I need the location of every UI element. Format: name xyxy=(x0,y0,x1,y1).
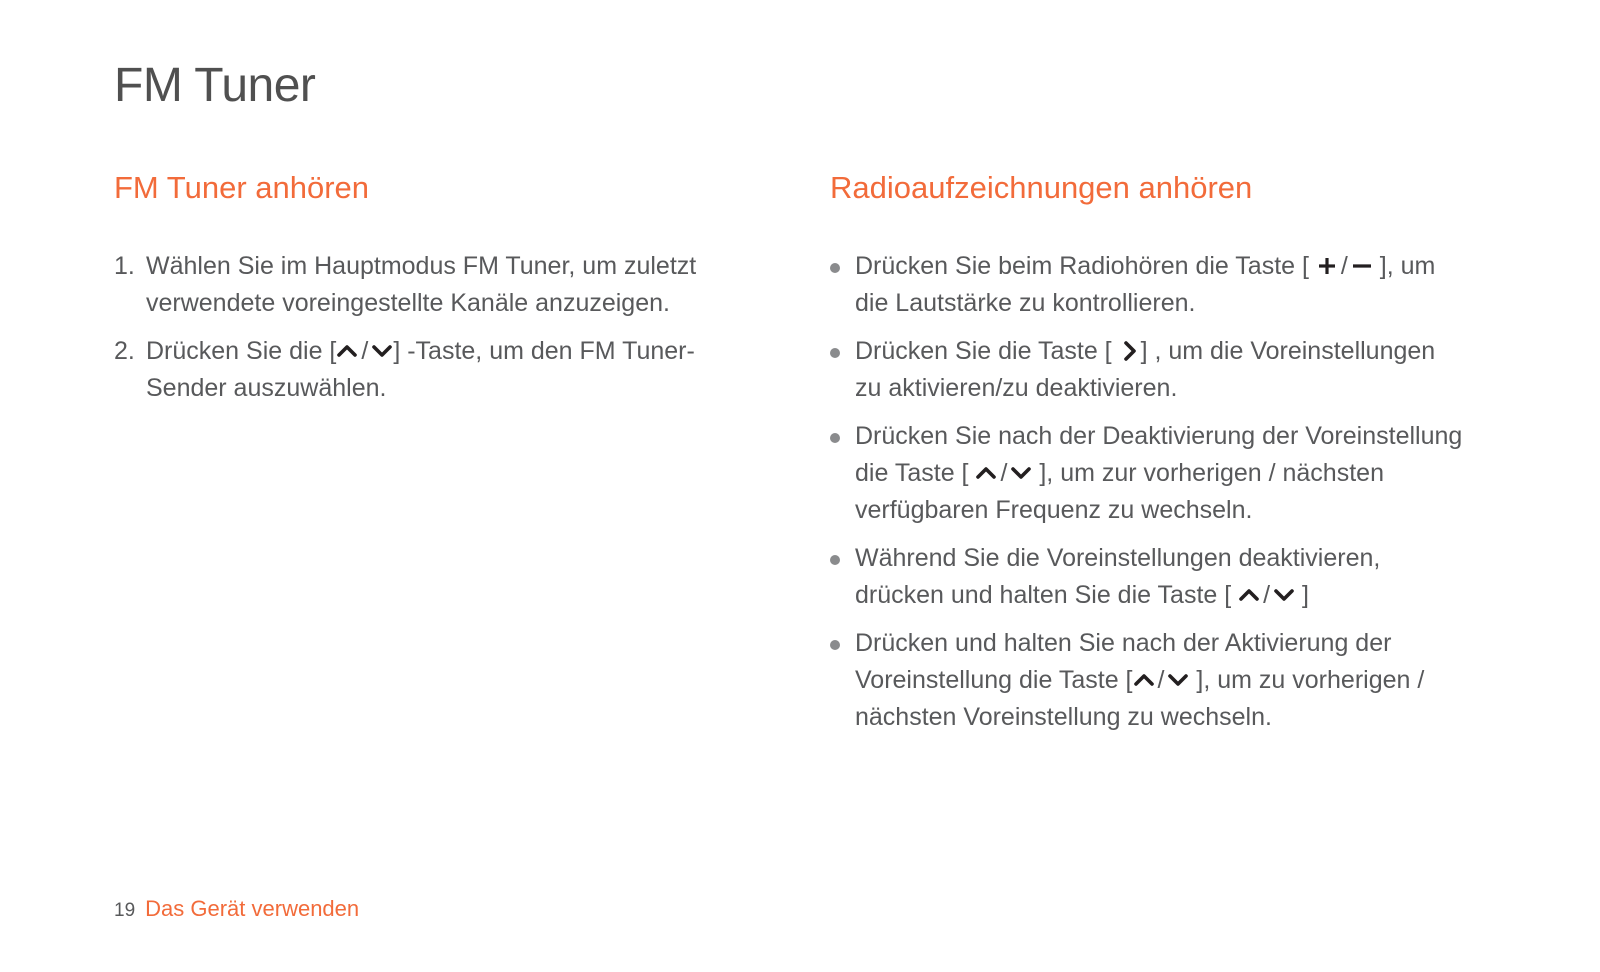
list-item xyxy=(830,333,1510,407)
list-text: ], um zu vorherigen / xyxy=(1189,666,1425,694)
chevron-up-icon xyxy=(975,463,997,483)
slash: / xyxy=(1263,581,1271,609)
list-item xyxy=(830,248,1510,322)
slash: / xyxy=(1000,459,1008,487)
list-text: die Lautstärke zu kontrollieren. xyxy=(855,289,1196,317)
list-item xyxy=(114,248,754,322)
list-text: Drücken Sie nach der Deaktivierung der Voreinstellung xyxy=(855,422,1463,450)
plus-icon xyxy=(1316,256,1338,276)
slash: / xyxy=(361,337,369,365)
chevron-up-icon xyxy=(1133,670,1155,690)
list-text: drücken und halten Sie die Taste [ xyxy=(855,581,1239,609)
section-heading-fm-tuner: FM Tuner anhören xyxy=(114,170,370,205)
right-column xyxy=(830,168,1510,747)
page-title: FM Tuner xyxy=(114,59,316,112)
list-item xyxy=(830,540,1510,614)
chevron-up-icon xyxy=(1238,585,1260,605)
list-text: ] , um die Voreinstellungen xyxy=(1140,337,1436,365)
page-footer xyxy=(114,896,359,922)
list-item xyxy=(114,333,754,407)
list-item xyxy=(830,418,1510,529)
list-text: Drücken Sie die [ xyxy=(146,337,337,365)
bullet xyxy=(830,640,840,650)
list-text: verfügbaren Frequenz zu wechseln. xyxy=(855,496,1253,524)
list-text: ] -Taste, um den FM Tuner- xyxy=(393,337,695,365)
list-text: die Taste [ xyxy=(855,459,976,487)
bullet xyxy=(830,555,840,565)
list-text: verwendete voreingestellte Kanäle anzuzeigen. xyxy=(146,289,670,317)
slash: / xyxy=(1340,252,1348,280)
list-text: Drücken Sie beim Radiohören die Taste [ xyxy=(855,252,1316,280)
list-text: nächsten Voreinstellung zu wechseln. xyxy=(855,703,1272,731)
chevron-up-icon xyxy=(336,341,358,361)
page-number: 19 xyxy=(114,900,136,921)
list-text: Wählen Sie im Hauptmodus FM Tuner, um zuletzt xyxy=(146,252,697,280)
list-text: Voreinstellung die Taste [ xyxy=(855,666,1133,694)
list-text: Während Sie die Voreinstellungen deaktivieren, xyxy=(855,544,1381,572)
section-heading-radio-recordings: Radioaufzeichnungen anhören xyxy=(830,170,1253,205)
bullet xyxy=(830,433,840,443)
list-number: 1. xyxy=(114,252,135,280)
list-text: Drücken Sie die Taste [ xyxy=(855,337,1119,365)
list-text: ] xyxy=(1295,581,1309,609)
list-text: ], um xyxy=(1372,252,1436,280)
left-column xyxy=(114,168,754,418)
bullet xyxy=(830,263,840,273)
bullet xyxy=(830,348,840,358)
chevron-right-icon xyxy=(1119,341,1141,361)
chevron-down-icon xyxy=(1010,463,1032,483)
list-text: Drücken und halten Sie nach der Aktivierung der xyxy=(855,629,1392,657)
list-text: Sender auszuwählen. xyxy=(146,374,387,402)
list-text: ], um zur vorherigen / nächsten xyxy=(1032,459,1384,487)
list-text: zu aktivieren/zu deaktivieren. xyxy=(855,374,1178,402)
list-item xyxy=(830,625,1510,736)
footer-section-label: Das Gerät verwenden xyxy=(145,896,360,921)
chevron-down-icon xyxy=(1167,670,1189,690)
minus-icon xyxy=(1351,256,1373,276)
chevron-down-icon xyxy=(1273,585,1295,605)
slash: / xyxy=(1157,666,1165,694)
list-number: 2. xyxy=(114,337,135,365)
chevron-down-icon xyxy=(371,341,393,361)
